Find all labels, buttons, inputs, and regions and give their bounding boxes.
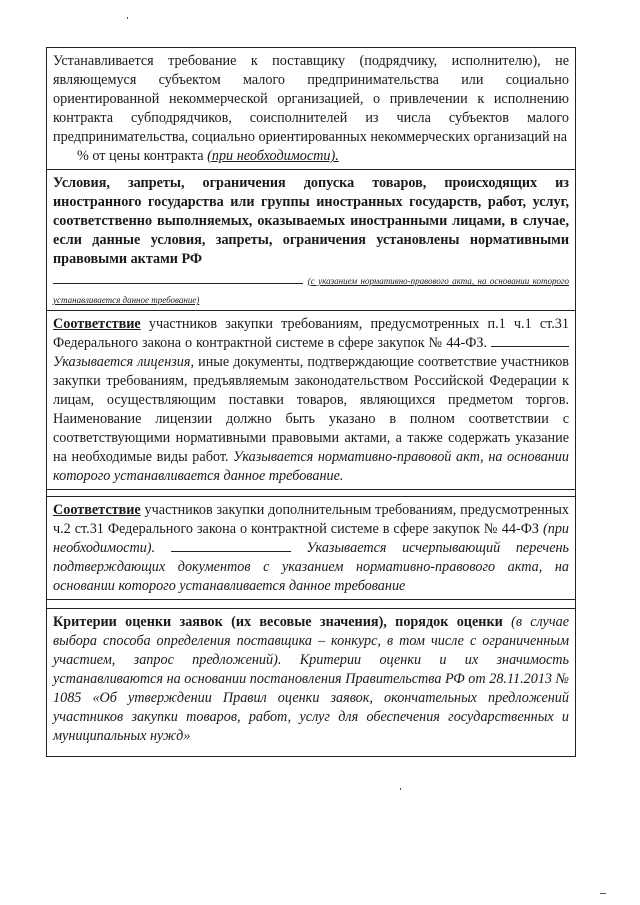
participant-compliance-cell — [46, 311, 576, 490]
license-blank — [491, 336, 569, 347]
additional-text: участников закупки дополнительным требованиям, предусмотренных ч.2 ст.31 Федерального закона о контрактной системе в сфере закупок № 44-ФЗ — [53, 502, 569, 537]
scan-speck — [600, 893, 606, 894]
evaluation-note: (в случае выбора способа определения поставщика – конкурс, в том числе с ограниченным участием, запрос предложений). Критерии оценки и их значимость устанавливаются на основании постановления Правительства РФ от 28.11.2013 № 1085 «Об утверждении Правил оценки заявок, окончательных предложений участников закупки товаров, работ, услуг для обеспечения государственных и муниципальных нужд» — [53, 614, 570, 744]
foreign-goods-fill-line — [53, 271, 569, 309]
evaluation-criteria-cell — [46, 608, 576, 757]
compliance-heading: Соответствие — [53, 316, 141, 332]
subcontractor-requirement-cell — [46, 48, 576, 170]
compliance-text: участников закупки требованиям, предусмотренных п.1 ч.1 ст.31 Федерального закона о контрактной системе в сфере закупок № 44-ФЗ. — [53, 316, 569, 351]
license-note: Указывается лицензия, — [53, 354, 195, 370]
compliance-legal-note: Указывается нормативно-правовой акт, на основании которого устанавливается данное требование. — [53, 449, 569, 484]
additional-doc-list-note: Указывается исчерпывающий перечень подтверждающих документов с указанием нормативно-правового акта, на основании которого устанавливается данное требование — [53, 540, 569, 594]
foreign-goods-conditions-cell — [46, 170, 576, 311]
foreign-goods-heading: Условия, запреты, ограничения допуска товаров, происходящих из иностранного государства или группы иностранных государств, работ, услуг, соответственно выполняемых, оказываемых иностранными лицами, в случае, если данные условия, запреты, ограничения установлены нормативными правовыми актами РФ — [53, 175, 569, 267]
license-text: иные документы, подтверждающие соответствие участников закупки требованиям, предъявляемым законодательством Российской Федерации к лицам, осуществляющим поставки товаров, являющихся предметом торгов. Наименование лицензии должно быть указано в полном соответствии с соответствующими нормативными правовыми актами, а также содержать указание на необходимые виды работ. — [53, 354, 569, 465]
requirements-table — [46, 47, 576, 757]
spacer — [46, 600, 576, 608]
scan-speck — [127, 17, 128, 19]
additional-blank — [171, 541, 291, 552]
evaluation-heading: Критерии оценки заявок (их весовые значения), порядок оценки — [53, 614, 503, 630]
foreign-goods-blank — [53, 273, 303, 284]
scan-speck — [400, 788, 401, 790]
percent-note: (при необходимости). — [207, 148, 339, 164]
subcontractor-percent-line — [53, 147, 569, 166]
additional-heading: Соответствие — [53, 502, 141, 518]
additional-requirements-cell — [46, 496, 576, 600]
percent-text: % от цены контракта — [77, 148, 204, 164]
subcontractor-requirement-text: Устанавливается требование к поставщику (подрядчику, исполнителю), не являющемуся субъектом малого предпринимательства или социально ориентированной некоммерческой организацией, о привлечении к исполнению контракта субподрядчиков, соисполнителей из числа субъектов малого предпринимательства, социально ориентированных некоммерческих организаций на — [53, 53, 569, 145]
foreign-goods-note: (с указанием нормативно-правового акта, на основании которого устанавливается данное требование) — [53, 276, 569, 305]
additional-note: (при необходимости). — [53, 521, 570, 556]
